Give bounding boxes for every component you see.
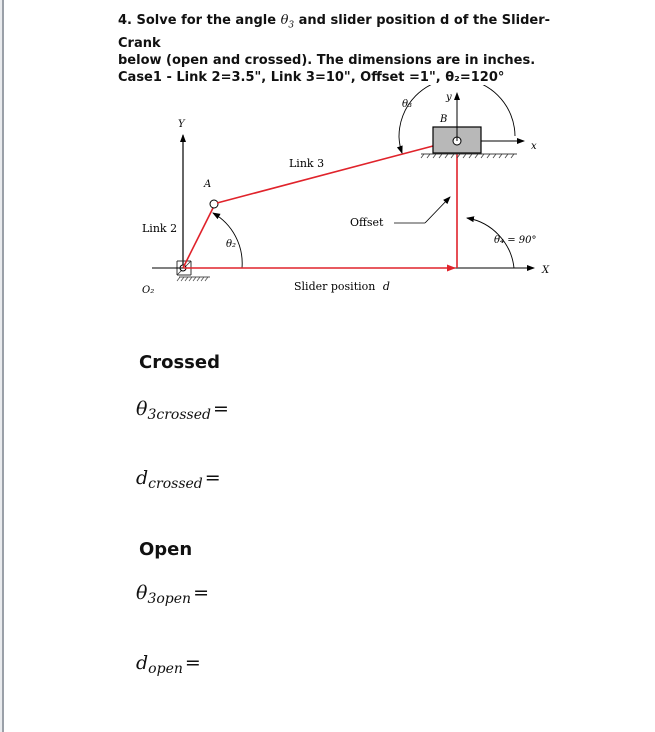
document-page: [2, 0, 655, 732]
d-crossed-equation: $d_{crossed}$ =: [136, 467, 221, 492]
label-X: X: [542, 265, 550, 276]
link-3: [217, 141, 452, 203]
theta3-symbol: $\theta_3$: [280, 13, 295, 31]
label-y-small: y: [446, 92, 452, 103]
label-A: A: [204, 179, 212, 190]
problem-line-3: Case1 - Link 2=3.5", Link 3=10", Offset =1", θ₂=120°: [118, 69, 505, 85]
label-theta4: θ₄ = 90°: [494, 235, 537, 246]
offset-pointer: [425, 197, 450, 223]
theta3-open-equation: $\theta_{3open}$ =: [136, 582, 209, 607]
problem-text-a: Solve for the angle: [136, 13, 277, 28]
theta3-crossed-equation: $\theta_{3crossed}$ =: [136, 398, 229, 423]
crossed-heading: Crossed: [139, 352, 220, 373]
d-open-equation: $d_{open}$ =: [136, 652, 201, 677]
label-Y: Y: [178, 119, 185, 130]
problem-line-2: below (open and crossed). The dimensions are in inches.: [118, 52, 536, 68]
label-O2: O₂: [142, 285, 155, 296]
joint-a: [210, 200, 218, 208]
page-left-border: [2, 0, 4, 732]
problem-statement: [118, 12, 578, 86]
slider-block: [421, 127, 517, 158]
problem-line-1: [118, 12, 578, 52]
label-link2: Link 2: [142, 222, 178, 235]
link-2: [183, 206, 214, 268]
label-theta3: θ₃: [402, 99, 413, 110]
label-B: B: [440, 114, 448, 125]
label-theta2: θ₂: [226, 239, 237, 250]
problem-text-b: and slider position d of the Slider-Crank: [118, 13, 550, 51]
slider-crank-diagram: [122, 85, 562, 300]
label-link3: Link 3: [289, 157, 325, 170]
label-x-small: x: [531, 141, 537, 152]
open-heading: Open: [139, 539, 193, 560]
label-slider-position: Slider position d: [294, 280, 390, 293]
problem-number: 4.: [118, 13, 132, 28]
label-offset: Offset: [350, 216, 384, 229]
ground-pivot-o2: [177, 261, 210, 281]
